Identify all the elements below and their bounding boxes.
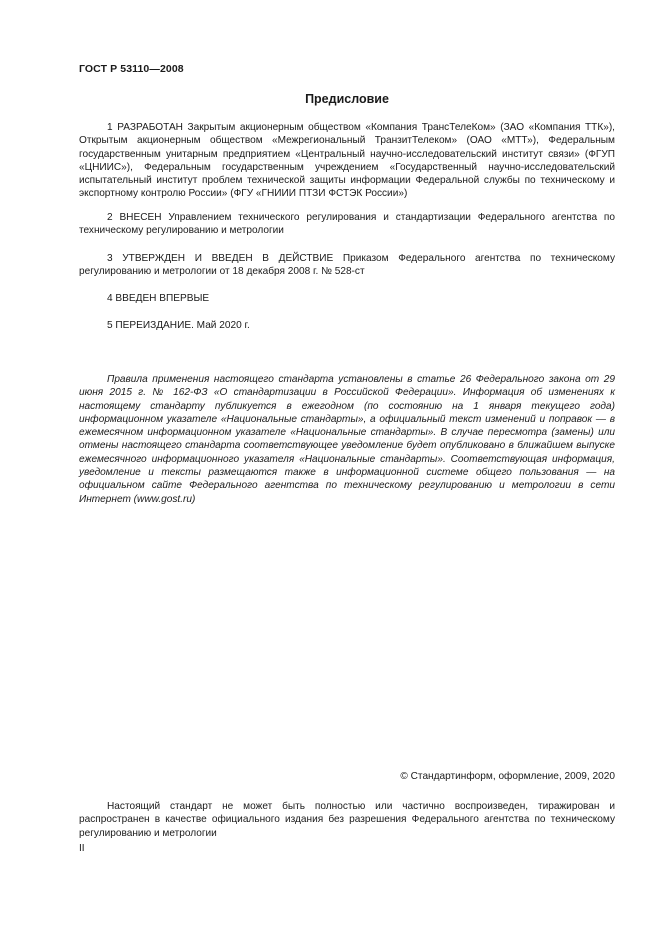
preface-item-developed: 1 РАЗРАБОТАН Закрытым акционерным обществом «Компания ТрансТелеКом» (ЗАО «Компания ТТК»), Открытым акционерным обществом «Межрегиональный ТранзитТелеком» (ОАО «МТТ»), Федеральным государственным унитарным предприятием «Центральный научно-исследовательский институт связи» (ФГУП «ЦНИИС»), Федеральным государственным учреждением «Государственный научно-исследовательский испытательный институт проблем технической защиты информации Федеральной службы по техническому и экспортному контролю России» (ФГУ «ГНИИИ ПТЗИ ФСТЭК России») — [79, 122, 615, 200]
copyright-line: © Стандартинформ, оформление, 2009, 2020 — [400, 771, 615, 782]
preface-item-introduced: 2 ВНЕСЕН Управлением технического регулирования и стандартизации Федерального агентства по техническому регулированию и метрологии — [79, 212, 615, 237]
preface-item-reissue: 5 ПЕРЕИЗДАНИЕ. Май 2020 г. — [107, 320, 250, 331]
page-number: II — [79, 843, 85, 854]
standard-application-notice: Правила применения настоящего стандарта установлены в статье 26 Федерального закона от 29 июня 2015 г. № 162-ФЗ «О стандартизации в Российской Федерации». Информация об изменениях к настоящему стандарту публикуется в ежегодном (по состоянию на 1 января текущего года) информационном указателе «Национальные стандарты», а официальный текст изменений и поправок — в ежемесячном информационном указателе «Национальные стандарты». В случае пересмотра (замены) или отмены настоящего стандарта соответствующее уведомление будет опубликовано в ближайшем выпуске ежемесячного информационного указателя «Национальные стандарты». Соответствующая информация, уведомление и тексты размещаются также в информационной системе общего пользования — на официальном сайте Федерального агентства по техническому регулированию и метрологии в сети Интернет (www.gost.ru) — [79, 374, 615, 505]
section-title: Предисловие — [305, 92, 389, 106]
preface-item-approved: 3 УТВЕРЖДЕН И ВВЕДЕН В ДЕЙСТВИЕ Приказом Федерального агентства по техническому регулированию и метрологии от 18 декабря 2008 г. № 528-ст — [79, 253, 615, 278]
preface-item-first-introduced: 4 ВВЕДЕН ВПЕРВЫЕ — [107, 293, 210, 304]
standard-header: ГОСТ Р 53110—2008 — [79, 63, 184, 75]
reproduction-notice: Настоящий стандарт не может быть полностью или частично воспроизведен, тиражирован и распространен в качестве официального издания без разрешения Федерального агентства по техническому регулированию и метрологии — [79, 801, 615, 839]
